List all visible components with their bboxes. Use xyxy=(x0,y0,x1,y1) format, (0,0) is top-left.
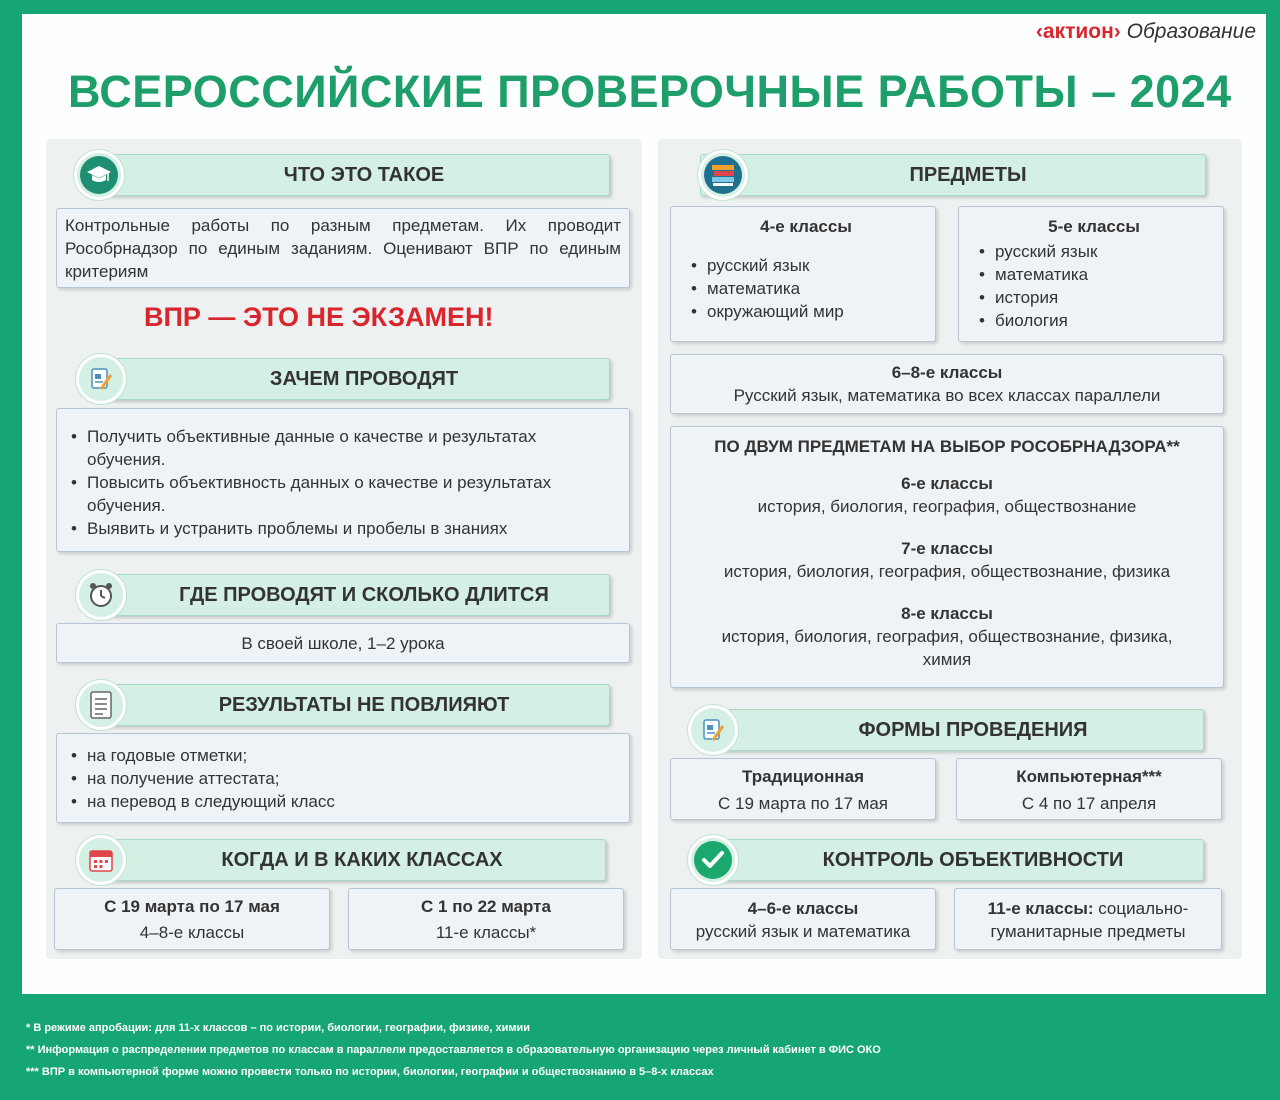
list-item: • Получить объективные данные о качестве и результатах обучения. xyxy=(69,425,619,471)
when-card: С 1 по 22 марта 11-е классы* xyxy=(348,888,624,950)
list-item: • на получение аттестата; xyxy=(69,767,619,790)
list-item: • история xyxy=(977,286,1211,309)
not-exam-banner: ВПР — ЭТО НЕ ЭКЗАМЕН! xyxy=(144,302,494,332)
where-info: В своей школе, 1–2 урока xyxy=(56,623,630,663)
list-item: • окружающий мир xyxy=(689,300,923,323)
forms-card: Традиционная С 19 марта по 17 мая xyxy=(670,758,936,820)
control-card: 11-е классы: социально-гуманитарные предметы xyxy=(954,888,1222,950)
page-title: ВСЕРОССИЙСКИЕ ПРОВЕРОЧНЫЕ РАБОТЫ – 2024 xyxy=(68,66,1232,117)
results-list xyxy=(56,733,630,823)
footnote: *** ВПР в компьютерной форме можно провести только по истории, биологии, географии и обществознанию в 5–8-х классах xyxy=(26,1066,714,1078)
graduation-cap-icon xyxy=(74,150,124,200)
list-item: • русский язык xyxy=(689,254,923,277)
list-item: • математика xyxy=(977,263,1211,286)
list-item: • биология xyxy=(977,309,1211,332)
list-item: • на годовые отметки; xyxy=(69,744,619,767)
list-item: • русский язык xyxy=(977,240,1211,263)
section-header-results: РЕЗУЛЬТАТЫ НЕ ПОВЛИЯЮТ xyxy=(88,684,610,726)
list-item: • на перевод в следующий класс xyxy=(69,790,619,813)
list-item: • Повысить объективность данных о качестве и результатах обучения. xyxy=(69,471,619,517)
subjects-choice: ПО ДВУМ ПРЕДМЕТАМ НА ВЫБОР РОСОБРНАДЗОРА** 6-е классы история, биология, география, обществознание 7-е классы история, биология, география, обществознание, физика 8-е классы история, биология, география, обществознание, физика, химия xyxy=(670,426,1224,688)
brand-logo: ‹актион› Образование xyxy=(1035,20,1256,43)
document-pen-icon xyxy=(76,354,126,404)
footnote: ** Информация о распределении предметов по классам в параллели предоставляется в образовательную организацию через личный кабинет в ФИС ОКО xyxy=(26,1044,881,1056)
subjects-grade4: 4-е классы • русский язык • математика • окружающий мир xyxy=(670,206,936,342)
checklist-icon xyxy=(76,680,126,730)
section-header-why: ЗАЧЕМ ПРОВОДЯТ xyxy=(88,358,610,400)
document-pen-icon xyxy=(688,705,738,755)
books-icon xyxy=(698,150,748,200)
alarm-clock-icon xyxy=(76,570,126,620)
section-header-control: КОНТРОЛЬ ОБЪЕКТИВНОСТИ xyxy=(712,839,1204,881)
footnote: * В режиме апробации: для 11-х классов – по истории, биологии, географии, физике, химии xyxy=(26,1022,531,1034)
calendar-icon xyxy=(76,835,126,885)
why-list xyxy=(56,408,630,552)
subjects-grade68: 6–8-е классы Русский язык, математика во всех классах параллели xyxy=(670,354,1224,414)
list-item: • Выявить и устранить проблемы и пробелы в знаниях xyxy=(69,517,619,540)
subjects-grade5: 5-е классы • русский язык • математика • история • биология xyxy=(958,206,1224,342)
when-card: С 19 марта по 17 мая 4–8-е классы xyxy=(54,888,330,950)
what-description: Контрольные работы по разным предметам. Их проводит Рособрнадзор по единым заданиям. Оценивают ВПР по единым критериям xyxy=(56,208,630,288)
section-header-when: КОГДА И В КАКИХ КЛАССАХ xyxy=(88,839,606,881)
check-circle-icon xyxy=(688,835,738,885)
list-item: • математика xyxy=(689,277,923,300)
control-card: 4–6-е классы русский язык и математика xyxy=(670,888,936,950)
forms-card: Компьютерная*** С 4 по 17 апреля xyxy=(956,758,1222,820)
section-header-where: ГДЕ ПРОВОДЯТ И СКОЛЬКО ДЛИТСЯ xyxy=(88,574,610,616)
section-header-what: ЧТО ЭТО ТАКОЕ xyxy=(88,154,610,196)
infographic-sheet xyxy=(22,14,1266,994)
section-header-forms: ФОРМЫ ПРОВЕДЕНИЯ xyxy=(712,709,1204,751)
section-header-subjects: ПРЕДМЕТЫ xyxy=(700,154,1206,196)
